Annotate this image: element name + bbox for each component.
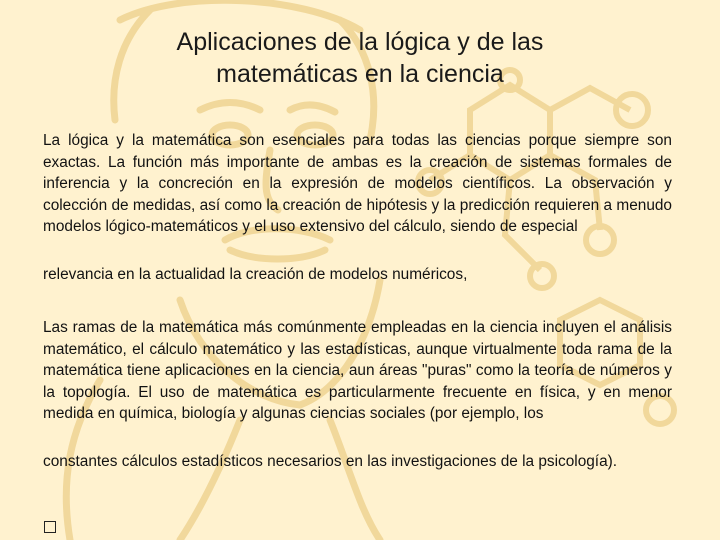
paragraph-1-continued: relevancia en la actualidad la creación de modelos numéricos, (43, 266, 468, 283)
paragraph-2: Las ramas de la matemática más comúnmente empleadas en la ciencia incluyen el análisis matemático, el cálculo matemático y las estadísticas, aunque virtualmente toda rama de la matemática tiene aplicaciones en la ciencia, aun áreas "puras" como la teoría de números y la topología. El uso de matemática es particularmente frecuente en física, y en menor medida en química, biología y algunas ciencias sociales (por ejemplo, los (43, 319, 672, 423)
paragraph-2-continued: constantes cálculos estadísticos necesarios en las investigaciones de la psicología). (43, 453, 618, 470)
empty-bullet-icon (44, 521, 56, 533)
paragraph-1: La lógica y la matemática son esenciales para todas las ciencias porque siempre son exactas. La función más importante de ambas es la creación de sistemas formales de inferencia y la concreción en la expresión de modelos científicos. La observación y colección de medidas, así como la creación de hipótesis y la predicción requieren a menudo modelos lógico-matemáticos y el uso extensivo del cálculo, siendo de especial (43, 132, 672, 236)
title-line-2: matemáticas en la ciencia (216, 60, 504, 88)
slide-title (60, 26, 660, 90)
title-line-1: Aplicaciones de la lógica y de las (176, 28, 544, 56)
